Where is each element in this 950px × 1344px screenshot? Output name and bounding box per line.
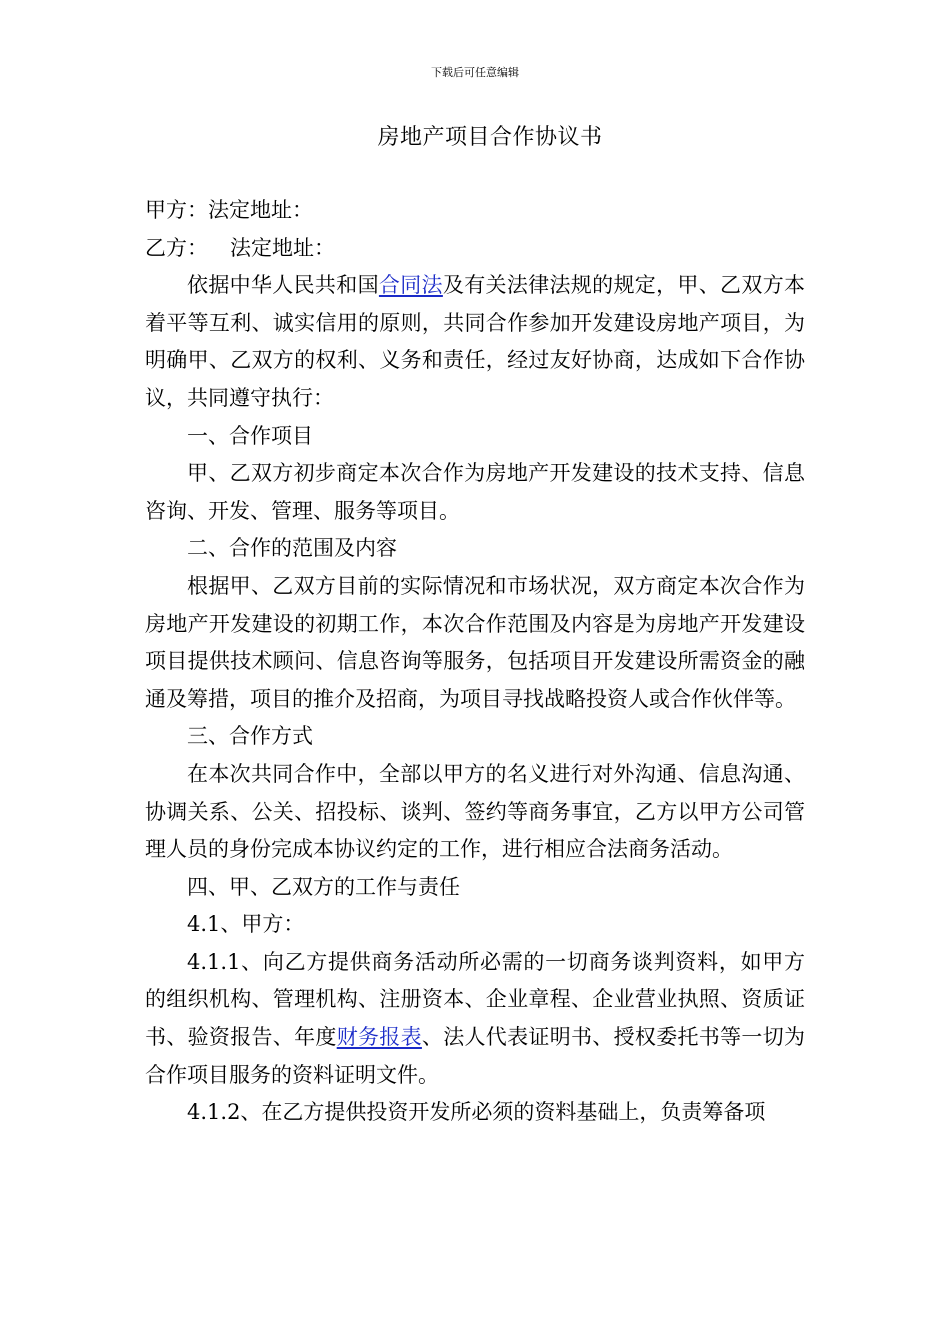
section-1-paragraph: 甲、乙双方初步商定本次合作为房地产开发建设的技术支持、信息咨询、开发、管理、服务等项目。 bbox=[145, 461, 805, 523]
preamble-text-before-link: 依据中华人民共和国 bbox=[187, 273, 379, 298]
clause-4-1-1-text-before-link: 4.1.1、向乙方提供商务活动所必需的一切商务谈判资料，如甲方的组织机构、管理机构、注册资本、企业章程、企业营业执照、资质证书、验资报告、年度 bbox=[145, 949, 805, 1050]
party-a-line bbox=[145, 192, 805, 230]
document-body bbox=[145, 192, 805, 1132]
section-2-heading: 二、合作的范围及内容 bbox=[187, 536, 397, 561]
preamble-paragraph bbox=[145, 267, 805, 417]
clause-4-1-1-paragraph bbox=[145, 944, 805, 1094]
clause-4-1-1-text-after-link: 、法人代表证明书、授权委托书等一切为合作项目服务的资料证明文件。 bbox=[145, 1025, 806, 1087]
preamble-text-after-link: 及有关法律法规的规定，甲、乙双方本着平等互利、诚实信用的原则，共同合作参加开发建设房地产项目，为明确甲、乙双方的权利、义务和责任，经过友好协商，达成如下合作协议，共同遵守执行： bbox=[145, 273, 806, 410]
clause-4-1-2-paragraph: 4.1.2、在乙方提供投资开发所必须的资料基础上，负责筹备项 bbox=[187, 1100, 766, 1125]
party-b-line bbox=[145, 230, 805, 268]
party-b-label: 乙方： bbox=[145, 235, 208, 260]
section-4-1-heading: 4.1、甲方： bbox=[187, 912, 305, 937]
section-3-heading: 三、合作方式 bbox=[187, 724, 313, 749]
section-2-paragraph: 根据甲、乙双方目前的实际情况和市场状况，双方商定本次合作为房地产开发建设的初期工作，本次合作范围及内容是为房地产开发建设项目提供技术顾问、信息咨询等服务，包括项目开发建设所需资金的融通及筹措，项目的推介及招商，为项目寻找战略投资人或合作伙伴等。 bbox=[145, 573, 805, 711]
contract-law-link[interactable]: 合同法 bbox=[378, 273, 443, 298]
party-a-label: 甲方： bbox=[145, 198, 208, 222]
financial-statements-link[interactable]: 财务报表 bbox=[336, 1025, 422, 1050]
section-3-paragraph: 在本次共同合作中，全部以甲方的名义进行对外沟通、信息沟通、协调关系、公关、招投标、谈判、签约等商务事宜，乙方以甲方公司管理人员的身份完成本协议约定的工作，进行相应合法商务活动。 bbox=[145, 761, 805, 862]
document-title: 房地产项目合作协议书 bbox=[377, 125, 603, 150]
party-a-address-label: 法定地址： bbox=[208, 198, 313, 222]
section-1-heading: 一、合作项目 bbox=[187, 423, 313, 448]
header-note: 下载后可任意编辑 bbox=[431, 66, 519, 79]
section-4-heading: 四、甲、乙双方的工作与责任 bbox=[187, 874, 460, 899]
party-b-address-label: 法定地址： bbox=[230, 235, 335, 260]
